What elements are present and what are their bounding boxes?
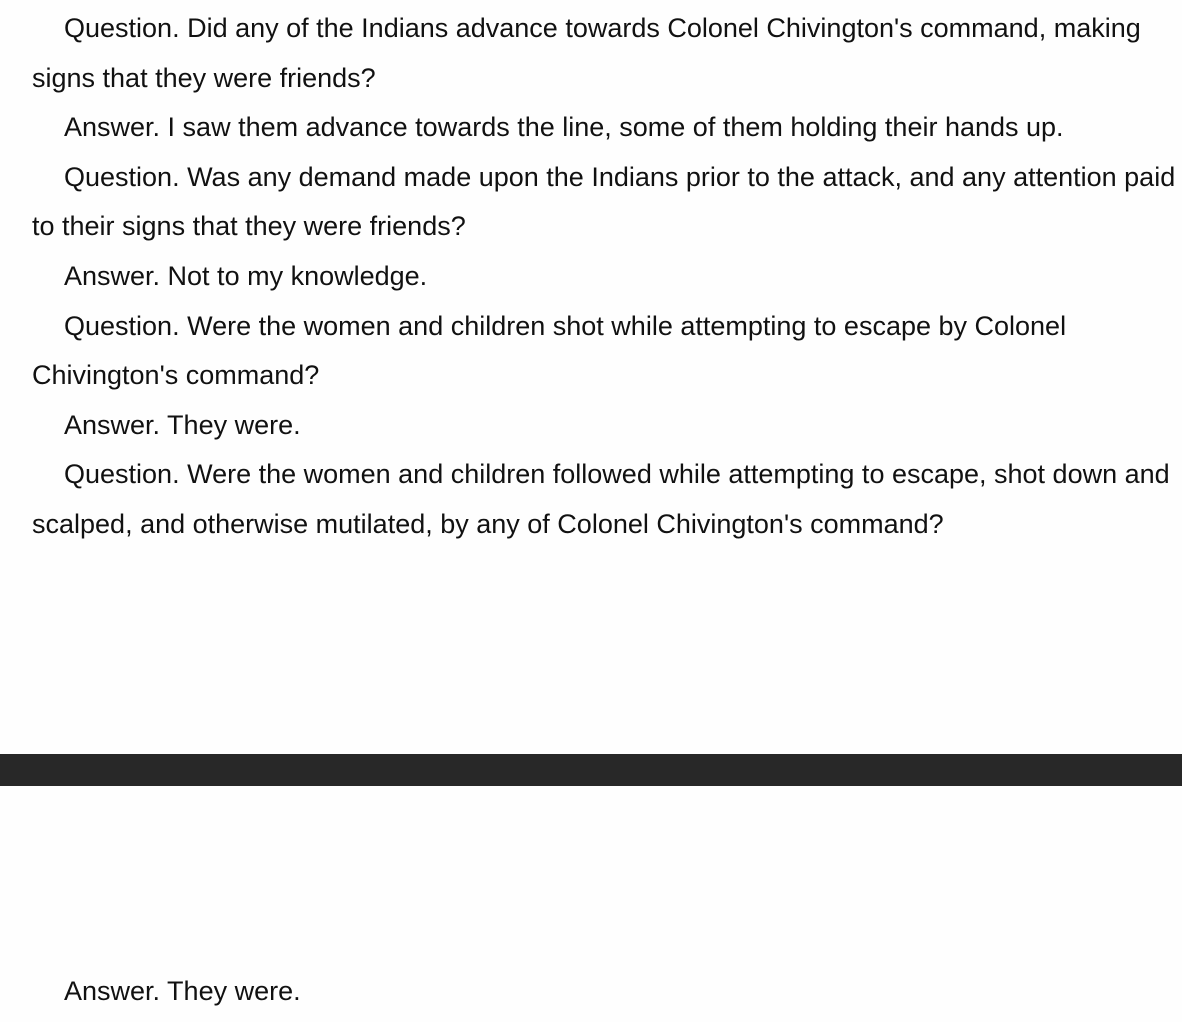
answer-paragraph: Answer. I saw them advance towards the line, some of them holding their hands up.: [64, 112, 1064, 143]
page-break-divider: [0, 754, 1182, 786]
question-paragraph: Question. Did any of the Indians advance towards Colonel Chivington's command, making signs that they were friends?: [32, 13, 1141, 93]
question-paragraph: Question. Were the women and children shot while attempting to escape by Colonel Chivington's command?: [32, 310, 1067, 391]
testimony-text-top: [32, 4, 1182, 550]
question-paragraph: Question. Were the women and children followed while attempting to escape, shot down and scalped, and otherwise mutilated, by any of Colonel Chivington's command?: [32, 459, 1170, 539]
answer-paragraph: Answer. They were.: [64, 976, 301, 1006]
answer-paragraph: Answer. They were.: [64, 409, 301, 440]
answer-paragraph: Answer. Not to my knowledge.: [64, 260, 428, 291]
question-paragraph: Question. Was any demand made upon the Indians prior to the attack, and any attention paid to their signs that they were friends?: [32, 161, 1176, 242]
testimony-text-bottom: [32, 967, 1182, 1017]
